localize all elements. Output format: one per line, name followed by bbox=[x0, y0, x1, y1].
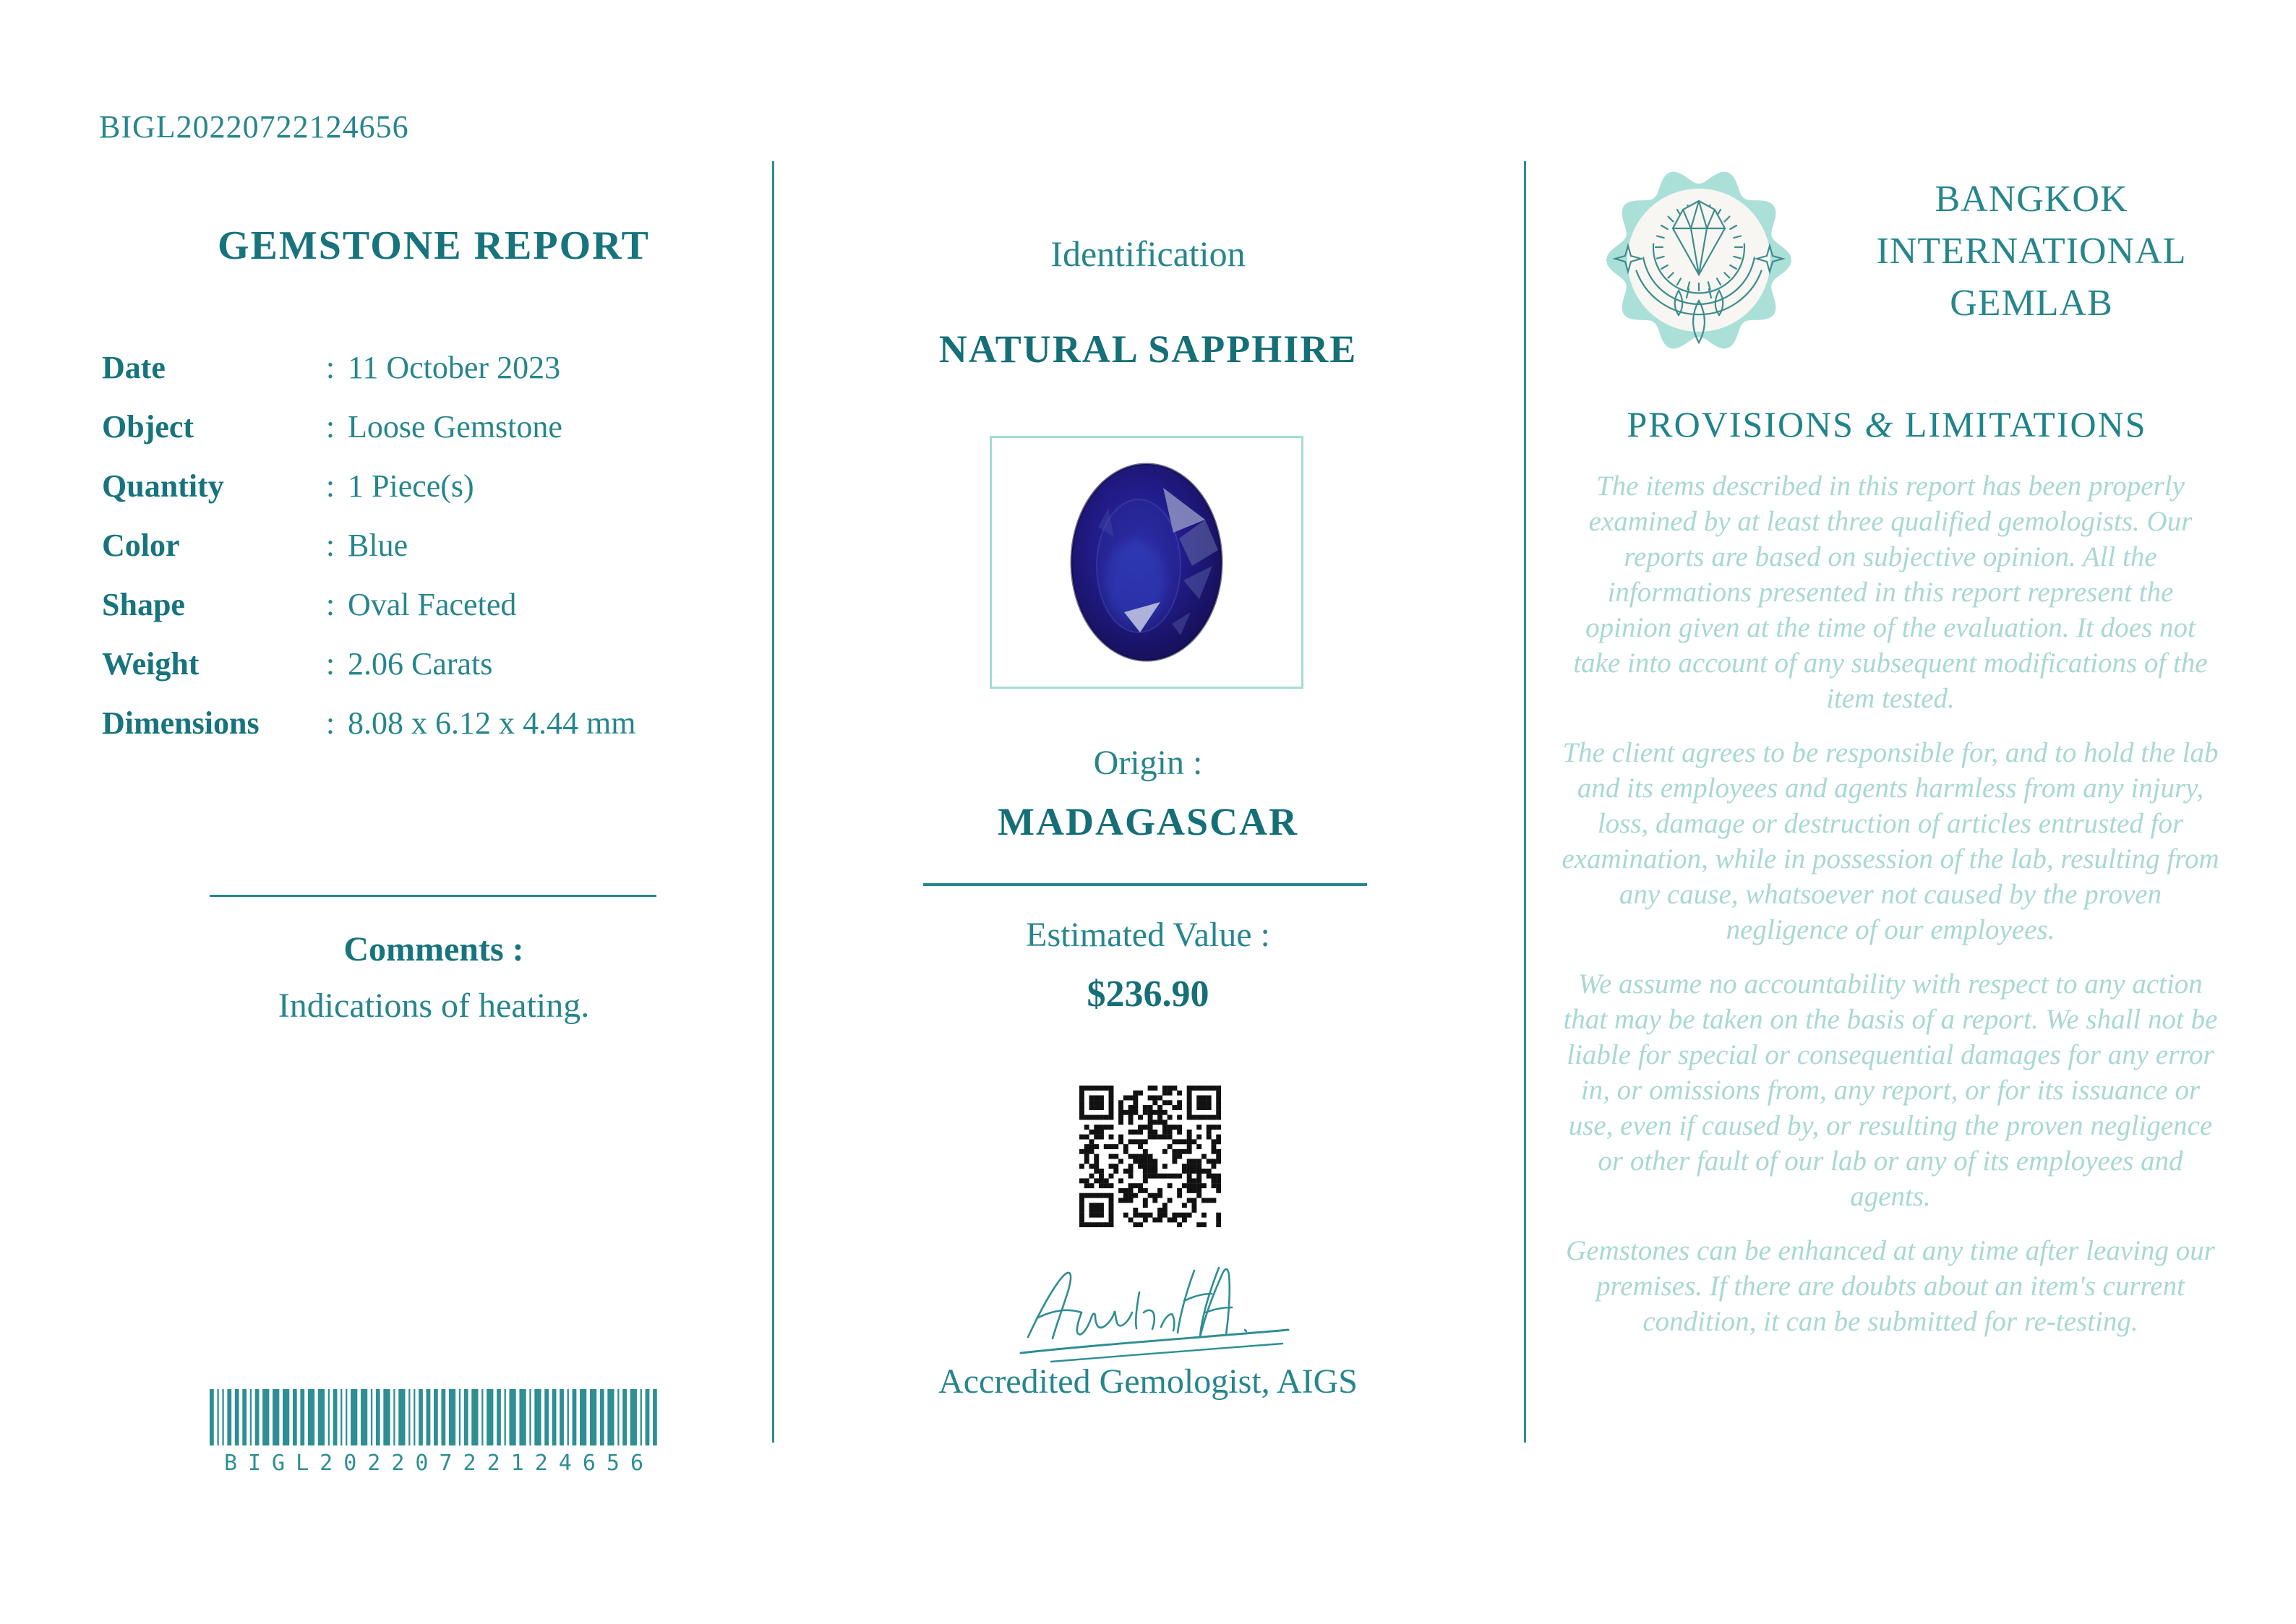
gemologist-signature bbox=[990, 1252, 1308, 1367]
estimated-value-label: Estimated Value : bbox=[1026, 916, 1270, 954]
field-value: Oval Faceted bbox=[348, 586, 517, 622]
field-row-dimensions bbox=[102, 693, 753, 752]
provisions-paragraph: We assume no accountability with respect to any action that may be taken on the basis of a report. We shall not be liable for special or consequential damages for any error in, or omissions from, any report, or for its issuance or use, even if caused by, or resulting the proven negligence or other fault of our lab or any of its employees and agents. bbox=[1563, 968, 2218, 1212]
field-label: Weight bbox=[102, 645, 200, 682]
page-title: GEMSTONE REPORT bbox=[218, 223, 650, 268]
field-value: 8.08 x 6.12 x 4.44 mm bbox=[348, 705, 636, 741]
field-row-quantity bbox=[102, 456, 753, 515]
field-value: 2.06 Carats bbox=[348, 645, 493, 682]
field-label: Color bbox=[102, 527, 180, 563]
field-value: 1 Piece(s) bbox=[348, 468, 474, 504]
field-label: Shape bbox=[102, 586, 185, 622]
report-number: BIGL20220722124656 bbox=[99, 109, 409, 145]
field-colon: : bbox=[325, 408, 335, 444]
gem-identification-value: NATURAL SAPPHIRE bbox=[938, 327, 1358, 371]
gem-photo-frame bbox=[990, 436, 1303, 689]
organization-name bbox=[1829, 173, 2234, 330]
origin-value: MADAGASCAR bbox=[998, 800, 1298, 843]
provisions-paragraphs bbox=[1562, 468, 2219, 1358]
field-colon: : bbox=[325, 349, 335, 385]
provisions-heading: PROVISIONS & LIMITATIONS bbox=[1627, 404, 2147, 444]
field-colon: : bbox=[325, 705, 335, 741]
org-name-line: BANGKOK bbox=[1935, 179, 2128, 220]
field-colon: : bbox=[325, 468, 335, 504]
comments-text: Indications of heating. bbox=[278, 987, 590, 1025]
barcode-text: BIGL20220722124656 bbox=[223, 1451, 655, 1476]
ampersand: & bbox=[1864, 404, 1895, 444]
field-value: 11 October 2023 bbox=[348, 349, 561, 385]
qr-code bbox=[1079, 1086, 1221, 1227]
gem-photo bbox=[1063, 457, 1230, 667]
field-label: Date bbox=[102, 349, 166, 385]
identification-heading: Identification bbox=[1050, 233, 1246, 274]
org-name-line: GEMLAB bbox=[1950, 283, 2113, 324]
field-row-date bbox=[102, 338, 753, 397]
signatory-title: Accredited Gemologist, AIGS bbox=[938, 1362, 1358, 1401]
left-divider-rule bbox=[210, 895, 656, 897]
estimated-value-amount: $236.90 bbox=[1087, 974, 1209, 1015]
middle-divider-rule bbox=[923, 883, 1367, 886]
field-row-shape bbox=[102, 575, 753, 634]
org-name-line: INTERNATIONAL bbox=[1876, 231, 2187, 272]
comments-label: Comments : bbox=[343, 930, 524, 968]
barcode bbox=[210, 1389, 658, 1476]
field-label: Dimensions bbox=[102, 705, 260, 741]
field-row-color bbox=[102, 515, 753, 575]
field-label: Object bbox=[102, 408, 194, 444]
provisions-paragraph: The items described in this report has been properly examined by at least three qualified gemologists. Our reports are based on subjective opinion. All the informations presented in this report represent the opinion given at the time of the evaluation. It does not take into account of any subsequent modifications of the item tested. bbox=[1573, 471, 2208, 714]
field-colon: : bbox=[325, 586, 335, 622]
field-list bbox=[102, 338, 753, 752]
field-colon: : bbox=[325, 527, 335, 563]
origin-label: Origin : bbox=[1093, 744, 1203, 782]
provisions-paragraph: Gemstones can be enhanced at any time after leaving our premises. If there are doubts about an item's current condition, it can be submitted for re-testing. bbox=[1566, 1235, 2215, 1337]
provisions-paragraph: The client agrees to be responsible for, and to hold the lab and its employees and agents harmless from any injury, loss, damage or destruction of articles entrusted for examination, while in possession of the lab, resulting from any cause, whatsoever not caused by the proven negligence of our employees. bbox=[1562, 737, 2219, 945]
column-divider-right bbox=[1524, 161, 1526, 1443]
field-row-object bbox=[102, 397, 753, 456]
field-value: Loose Gemstone bbox=[348, 408, 562, 444]
field-value: Blue bbox=[348, 527, 408, 563]
field-row-weight bbox=[102, 634, 753, 693]
barcode-bars bbox=[210, 1389, 658, 1445]
field-colon: : bbox=[325, 645, 335, 682]
column-divider-left bbox=[772, 161, 774, 1443]
field-label: Quantity bbox=[102, 468, 224, 504]
gemlab-logo bbox=[1605, 163, 1793, 354]
